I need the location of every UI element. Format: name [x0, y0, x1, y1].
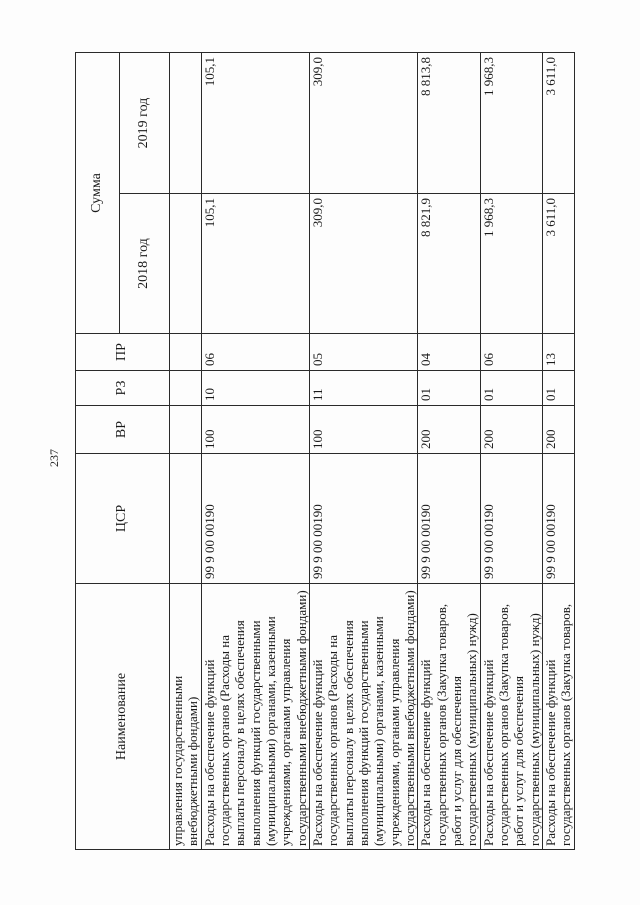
cell-vr: [170, 406, 202, 454]
cell-name: Расходы на обеспечение функций государственных органов (Расходы на выплаты персоналу в целях обеспечения выполнения функций государственными (муниципальными) органами, казенными учреждениями, органами управления государственными внебюджетными фондами): [201, 584, 309, 850]
header-vr: ВР: [76, 406, 170, 454]
table-row: [309, 53, 417, 850]
table-row: [170, 53, 202, 850]
cell-csr: [170, 454, 202, 584]
cell-pr: 04: [418, 334, 480, 371]
cell-vr: 200: [480, 406, 542, 454]
page-number: 237: [47, 449, 61, 467]
cell-2018: 3 611,0: [542, 194, 574, 334]
cell-name: Расходы на обеспечение функций государственных органов (Закупка товаров, работ и услуг для обеспечения государственных (муниципальных) нужд): [418, 584, 480, 850]
cell-2019: 105,1: [201, 53, 309, 194]
table-row: [480, 53, 542, 850]
cell-vr: 100: [309, 406, 417, 454]
cell-2019: 8 813,8: [418, 53, 480, 194]
cell-pr: 06: [201, 334, 309, 371]
cell-pr: 05: [309, 334, 417, 371]
header-year-2018: 2018 год: [120, 194, 170, 334]
cell-name: Расходы на обеспечение функций государственных органов (Закупка товаров, работ и услуг для обеспечения государственных (муниципальных) нужд): [480, 584, 542, 850]
table-row: [418, 53, 480, 850]
cell-rz: [170, 371, 202, 406]
cell-vr: 200: [542, 406, 574, 454]
budget-table: [75, 52, 575, 850]
cell-csr: 99 9 00 00190: [309, 454, 417, 584]
table-row: [201, 53, 309, 850]
cell-2018: 105,1: [201, 194, 309, 334]
cell-2019: [170, 53, 202, 194]
cell-csr: 99 9 00 00190: [542, 454, 574, 584]
header-name: Наименование: [76, 584, 170, 850]
cell-csr: 99 9 00 00190: [480, 454, 542, 584]
table-row: [542, 53, 574, 850]
cell-pr: 06: [480, 334, 542, 371]
cell-name: Расходы на обеспечение функций государственных органов (Расходы на выплаты персоналу в целях обеспечения выполнения функций государственными (муниципальными) органами, казенными учреждениями, органами управления государственными внебюджетными фондами): [309, 584, 417, 850]
cell-pr: 13: [542, 334, 574, 371]
cell-2019: 3 611,0: [542, 53, 574, 194]
cell-name: управления государственными внебюджетными фондами): [170, 584, 202, 850]
cell-rz: 01: [480, 371, 542, 406]
cell-2018: [170, 194, 202, 334]
header-sum: Сумма: [76, 53, 120, 334]
header-rz: РЗ: [76, 371, 170, 406]
cell-2019: 1 968,3: [480, 53, 542, 194]
cell-rz: 11: [309, 371, 417, 406]
cell-2018: 309,0: [309, 194, 417, 334]
cell-vr: 100: [201, 406, 309, 454]
header-pr: ПР: [76, 334, 170, 371]
cell-rz: 01: [542, 371, 574, 406]
cell-2018: 8 821,9: [418, 194, 480, 334]
cell-2019: 309,0: [309, 53, 417, 194]
header-year-2019: 2019 год: [120, 53, 170, 194]
cell-vr: 200: [418, 406, 480, 454]
cell-name: Расходы на обеспечение функций государственных органов (Закупка товаров,: [542, 584, 574, 850]
header-csr: ЦСР: [76, 454, 170, 584]
cell-csr: 99 9 00 00190: [418, 454, 480, 584]
cell-2018: 1 968,3: [480, 194, 542, 334]
cell-rz: 10: [201, 371, 309, 406]
cell-rz: 01: [418, 371, 480, 406]
cell-pr: [170, 334, 202, 371]
rotated-table-wrapper: [75, 53, 611, 850]
cell-csr: 99 9 00 00190: [201, 454, 309, 584]
